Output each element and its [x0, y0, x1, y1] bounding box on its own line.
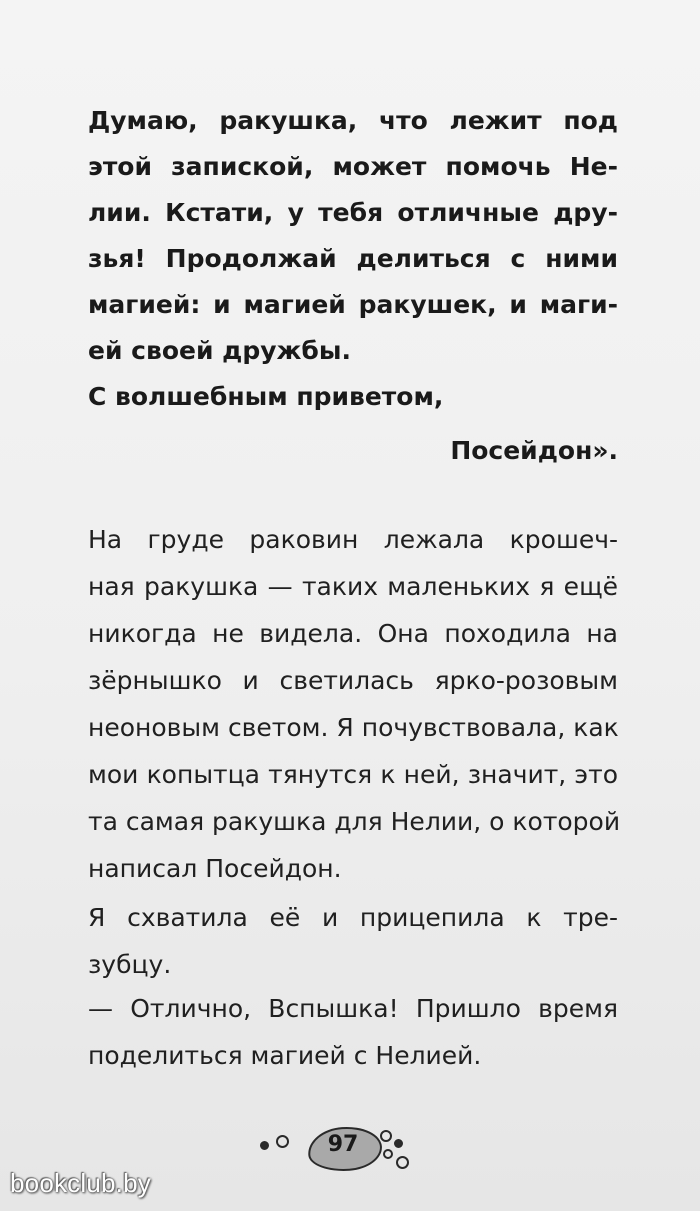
paragraph-line: никогда не видела. Она походила на [88, 619, 618, 648]
paragraph-line: мои копытца тянутся к ней, значит, это [88, 760, 618, 789]
letter-signature: Посейдон». [450, 436, 618, 465]
letter-line: магией: и магией ракушек, и маги- [88, 290, 618, 319]
paragraph-line: зубцу. [88, 950, 172, 979]
paragraph-line: зёрнышко и светилась ярко-розовым [88, 666, 618, 695]
bubble-icon [394, 1139, 403, 1148]
paragraph-line: Я схватила её и прицепила к тре- [88, 903, 618, 932]
paragraph-line: та самая ракушка для Нелии, о которой [88, 807, 621, 836]
bubble-icon [396, 1156, 409, 1169]
letter-line: Думаю, ракушка, что лежит под [88, 106, 618, 135]
bubble-icon [383, 1149, 393, 1159]
bubble-icon [380, 1130, 392, 1142]
letter-line: зья! Продолжай делиться с ними [88, 244, 618, 273]
paragraph-line: написал Посейдон. [88, 854, 342, 883]
paragraph-line: неоновым светом. Я почувствовала, как [88, 713, 619, 742]
paragraph-line: ная ракушка — таких маленьких я ещё [88, 572, 618, 601]
paragraph-line: — Отлично, Вспышка! Пришло время [88, 994, 618, 1023]
page-number-ornament [258, 1124, 408, 1174]
letter-greeting: С волшебным приветом, [88, 382, 444, 411]
letter-line: этой запиской, может помочь Не- [88, 152, 618, 181]
page-number: 97 [327, 1132, 359, 1157]
letter-line: ей своей дружбы. [88, 336, 351, 365]
letter-line: лии. Кстати, у тебя отличные дру- [88, 198, 618, 227]
bubble-icon [276, 1135, 289, 1148]
paragraph [88, 516, 621, 892]
watermark: bookclub.by [10, 1168, 151, 1198]
bubble-icon [260, 1141, 269, 1150]
paragraph [88, 894, 618, 988]
paragraph-line: На груде раковин лежала крошеч- [88, 525, 618, 554]
paragraph [88, 985, 618, 1079]
letter-text [88, 98, 618, 374]
paragraph-line: поделиться магией с Нелией. [88, 1041, 482, 1070]
